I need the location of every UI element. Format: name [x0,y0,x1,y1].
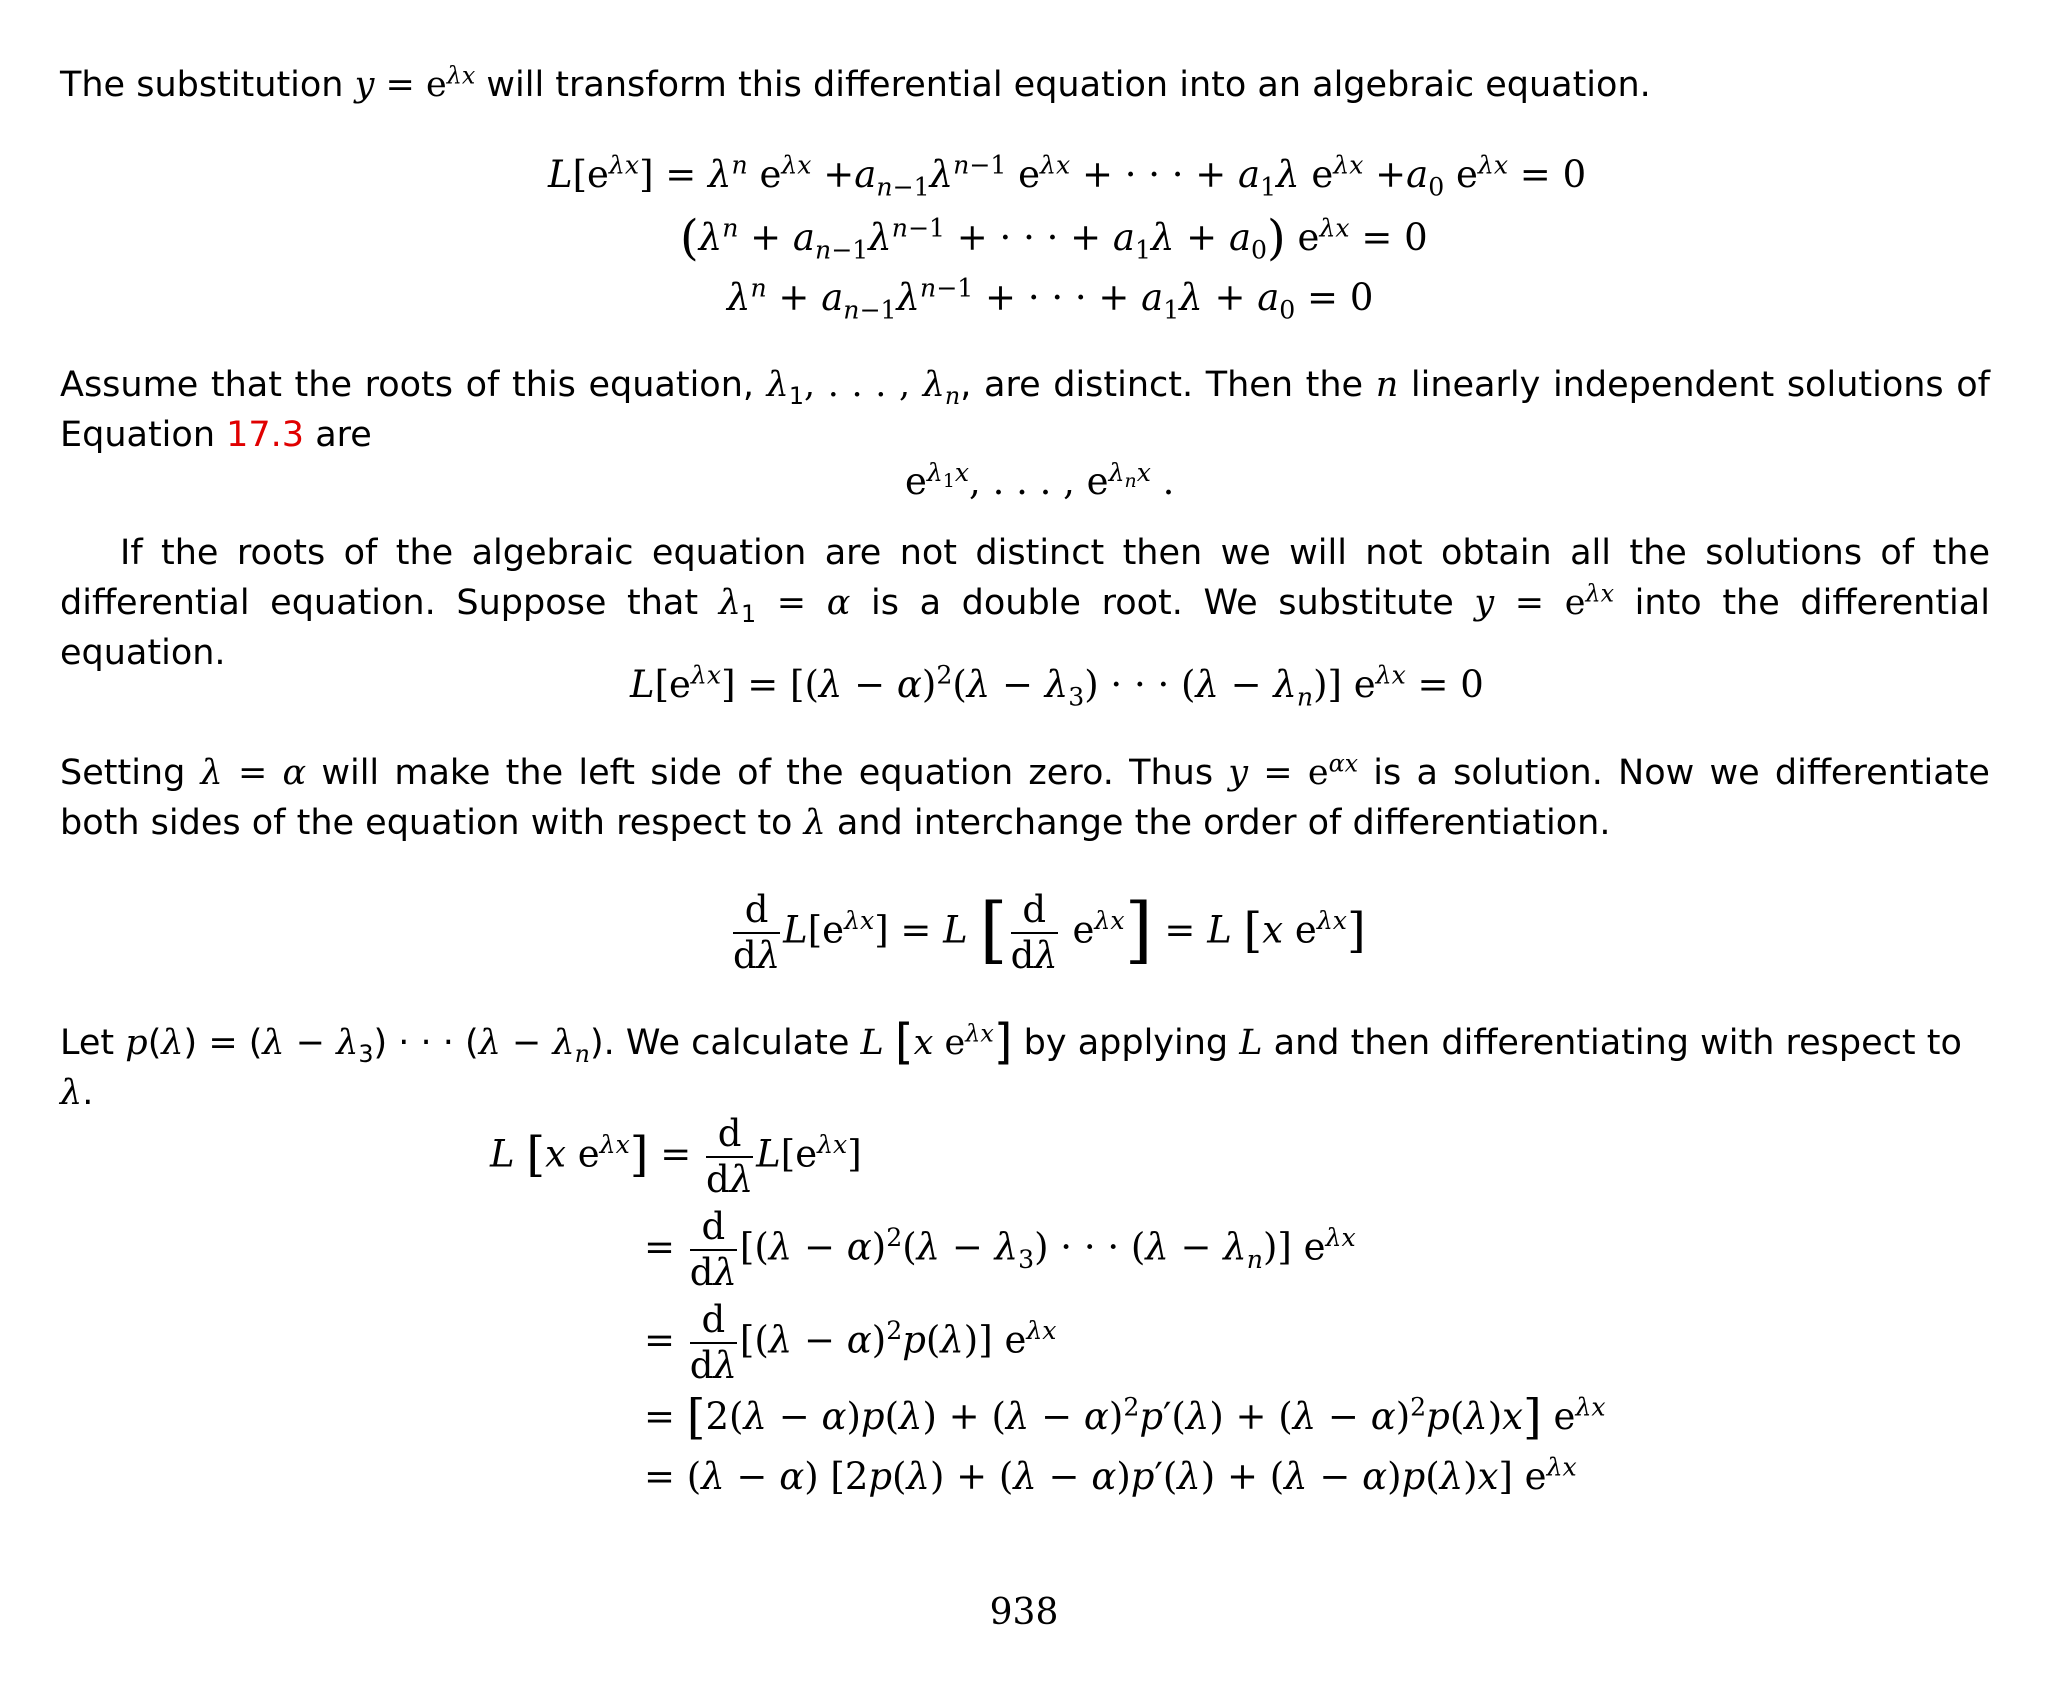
derivation-line-3: = $\frac{d}{d\lambda}$ $[(\lambda - \alpha)^2p(\lambda)]$ $e^{\lambda x}$ [644,1298,1057,1387]
equation-reference-link[interactable]: 17.3 [226,415,305,455]
paragraph-define-p: Let $p(\lambda) = (\lambda - \lambda_3)$ · · · $(\lambda - \lambda_n)$. We calculate L [x $e^{\lambda x}$] by applying L and then differentiating with respect to λ. [60,1014,1962,1113]
page-number: 938 [989,1592,1059,1633]
equation-characteristic-2: ($\lambda^n + a_{n-1}\lambda^{n-1}$ + · · · + $a_1\lambda + a_0$) $e^{\lambda x} = 0$ [680,210,1428,266]
paragraph-distinct-roots: Assume that the roots of this equation, $\lambda_1$, . . . , $\lambda_n$, are distinct. Then the n linearly independent solutions of Equation 17.3 are [60,365,1991,455]
equation-derivative-interchange: $\frac{d}{d\lambda}$ $L[e^{\lambda x}] = L$ [ $\frac{d}{d\lambda}$ $e^{\lambda x}] = L$ [x $e^{\lambda x}$] [733,887,1366,977]
paragraph-setting-lambda: Setting λ = α will make the left side of the equation zero. Thus $y = e^{\alpha x}$ is a solution. Now we differentiate both sides of the equation with respect to λ and interchange the order of differentiation. [60,749,1990,843]
derivation-line-1: L [x $e^{\lambda x}$] = $\frac{d}{d\lambda}$ $L[e^{\lambda x}]$ [490,1112,862,1201]
equation-characteristic-1: $L[e^{\lambda x}] = \lambda^n$ $e^{\lambda x} +a_{n-1}\lambda^{n-1}$ $e^{\lambda x}$ + · · · + $a_1\lambda$ $e^{\lambda x} +a_0$ $e^{\lambda x} = 0$ [548,150,1587,202]
equation-double-root-factored: $L[e^{\lambda x}] = [(\lambda - \alpha)^2(\lambda - \lambda_3)$ · · · $(\lambda - \lambda_n)$] $e^{\lambda x} = 0$ [630,660,1484,712]
derivation-line-2: = $\frac{d}{d\lambda}$ [$(\lambda - \alpha)^2(\lambda - \lambda_3)$ · · · $(\lambda - \lambda_n)$] $e^{\lambda x}$ [644,1205,1356,1294]
paragraph-double-root: If the roots of the algebraic equation are not distinct then we will not obtain all the solutions of the differential equation. Suppose that $\lambda_1 = \alpha$ is a double root. We substitute $y = e^{\lambda x}$ into the differential equation. [60,533,1990,673]
derivation-line-4: = $[2(\lambda - \alpha)p(\lambda) + (\lambda - \alpha)^2p'(\lambda) + (\lambda - \alpha)^2p(\lambda)x]$ $e^{\lambda x}$ [644,1389,1606,1445]
equation-solutions-list: $e^{\lambda_1x}$, . . . , $e^{\lambda_nx}$ . [905,457,1175,503]
derivation-line-5: = (λ − α) [2p(λ) + (λ − α)p′(λ) + (λ − α)p(λ)x] $e^{\lambda x}$ [644,1452,1577,1498]
paragraph-substitution: The substitution $y = e^{\lambda x}$ will transform this differential equation into an algebraic equation. [60,61,1651,105]
equation-characteristic-3: $\lambda^n + a_{n-1}\lambda^{n-1}$ + · · · + $a_1\lambda + a_0 = 0$ [727,273,1374,325]
